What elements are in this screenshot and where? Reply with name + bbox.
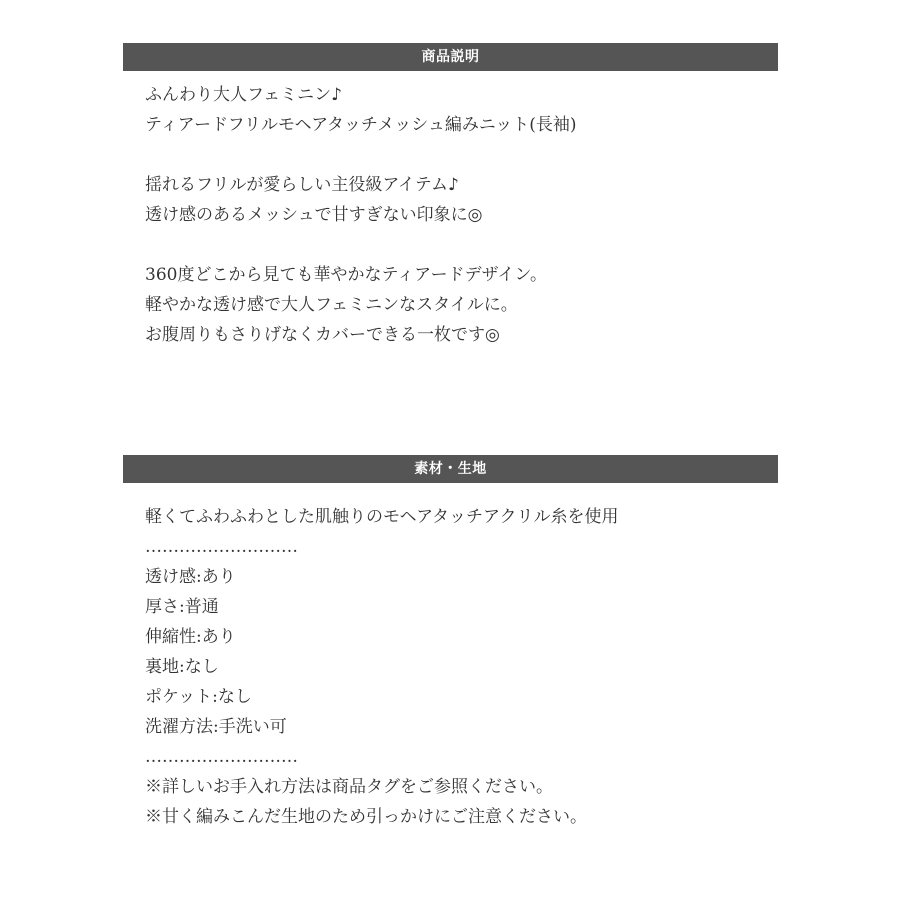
material-line: 軽くてふわふわとした肌触りのモヘアタッチアクリル糸を使用 <box>145 507 619 527</box>
description-line: お腹周りもさりげなくカバーできる一枚です◎ <box>145 325 500 345</box>
material-body <box>145 502 765 832</box>
dotted-divider: ……………………… <box>145 537 298 557</box>
section-header-material: 素材・生地 <box>123 455 778 483</box>
description-line: 揺れるフリルが愛らしい主役級アイテム♪ <box>145 175 459 195</box>
material-spec: 透け感:あり <box>145 567 236 587</box>
material-spec: 厚さ:普通 <box>145 597 219 617</box>
care-note: ※詳しいお手入れ方法は商品タグをご参照ください。 <box>145 777 553 797</box>
material-spec: 洗濯方法:手洗い可 <box>145 717 287 737</box>
dotted-divider: ……………………… <box>145 747 298 767</box>
description-body <box>145 80 765 350</box>
description-line: 透け感のあるメッシュで甘すぎない印象に◎ <box>145 205 483 225</box>
material-spec: 伸縮性:あり <box>145 627 236 647</box>
section-header-description: 商品説明 <box>123 43 778 71</box>
description-line: ふんわり大人フェミニン♪ <box>145 85 342 105</box>
material-spec: ポケット:なし <box>145 687 252 707</box>
blank-line <box>145 140 765 170</box>
care-note: ※甘く編みこんだ生地のため引っかけにご注意ください。 <box>145 807 587 827</box>
description-line: 360度どこから見ても華やかなティアードデザイン。 <box>145 265 548 285</box>
blank-line <box>145 230 765 260</box>
description-line: 軽やかな透け感で大人フェミニンなスタイルに。 <box>145 295 518 315</box>
description-line: ティアードフリルモヘアタッチメッシュ編みニット(長袖) <box>145 115 577 135</box>
material-spec: 裏地:なし <box>145 657 219 677</box>
